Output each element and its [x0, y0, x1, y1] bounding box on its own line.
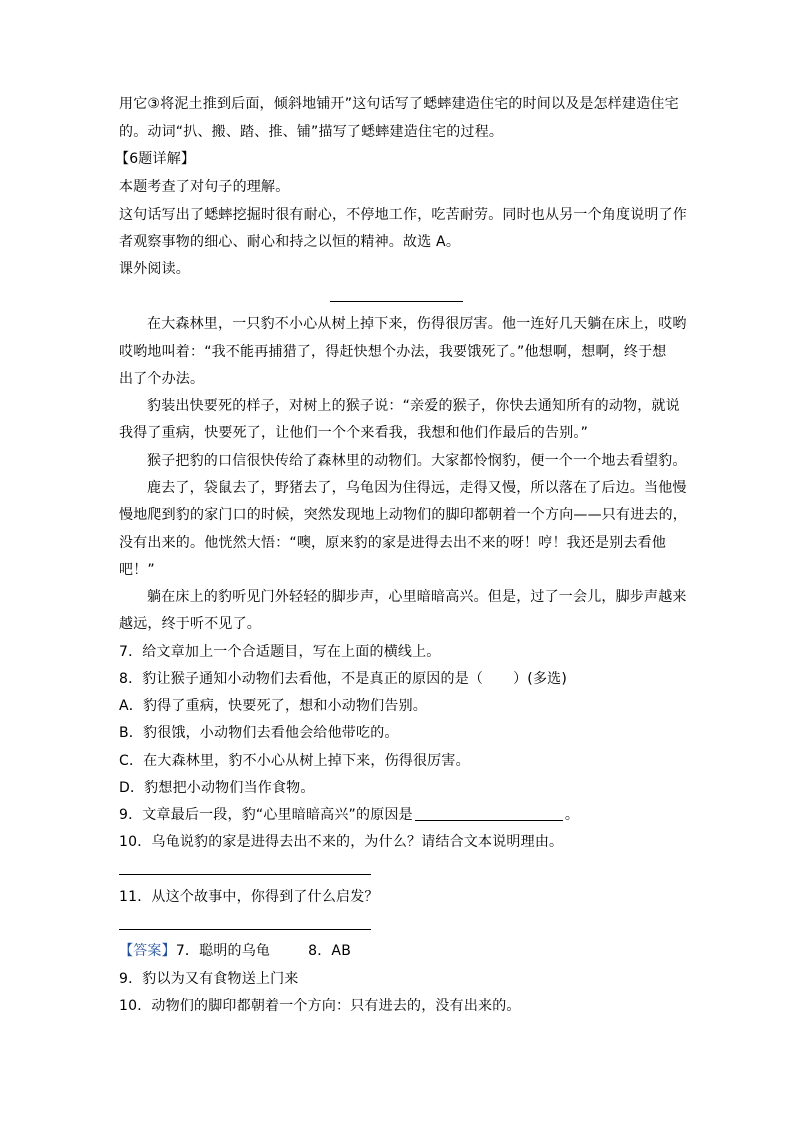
story-line: 鹿去了，袋鼠去了，野猪去了，乌龟因为住得远，走得又慢，所以落在了后边。当他慢	[147, 480, 687, 496]
text-line: 这句话写出了蟋蟀挖掘时很有耐心，不停地工作，吃苦耐劳。同时也从另一个角度说明了作	[119, 207, 687, 223]
text-line: 本题考查了对句子的理解。	[119, 179, 290, 195]
option-b: B．豹很饿，小动物们去看他会给他带吃的。	[119, 725, 399, 741]
story-line: 猴子把豹的口信很快传给了森林里的动物们。大家都怜悯豹，便一个一个地去看望豹。	[147, 453, 687, 469]
story-line: 越远，终于听不见了。	[119, 616, 261, 632]
option-c: C．在大森林里，豹不小心从树上掉下来，伤得很厉害。	[119, 753, 470, 769]
answer-line	[119, 929, 371, 930]
story-line: 没有出来的。他恍然大悟：“噢，原来豹的家是进得去出不来的呀！哼！我还是别去看他	[119, 535, 667, 551]
question-10: 10．乌龟说豹的家是进得去出不来的，为什么？请结合文本说明理由。	[119, 834, 564, 850]
story-line: 出了个办法。	[119, 371, 205, 387]
question-9-suffix: 。	[564, 807, 580, 823]
story-line: 我得了重病，快要死了，让他们一个个来看我，我想和他们作最后的告别。”	[119, 425, 589, 441]
story-line: 吧！”	[119, 562, 155, 578]
title-blank-line	[330, 301, 463, 302]
story-line: 哎哟地叫着：“我不能再捕猎了，得赶快想个办法，我要饿死了。”他想啊，想啊，终于想	[119, 344, 667, 360]
story-line: 慢地爬到豹的家门口的时候，突然发现地上动物们的脚印都朝着一个方向——只有进去的，	[119, 507, 687, 523]
question-8-suffix: ）(多选)	[513, 671, 568, 687]
story-line: 豹装出快要死的样子，对树上的猴子说：“亲爱的猴子，你快去通知所有的动物，就说	[147, 398, 680, 414]
question-8-text: 8．豹让猴子通知小动物们去看他，不是真正的原因的是（	[119, 671, 484, 687]
text-line: 课外阅读。	[119, 261, 190, 277]
question-9-text: 9．文章最后一段，豹“心里暗暗高兴”的原因是	[119, 807, 413, 823]
option-a: A．豹得了重病，快要死了，想和小动物们告别。	[119, 698, 427, 714]
question-11: 11．从这个故事中，你得到了什么启发？	[119, 889, 379, 905]
text-line: 用它③将泥土推到后面，倾斜地铺开”这句话写了蟋蟀建造住宅的时间以及是怎样建造住宅	[119, 96, 679, 112]
text-line: 者观察事物的细心、耐心和持之以恒的精神。故选 A。	[119, 234, 461, 250]
answer-9: 9．豹以为又有食物送上门来	[119, 971, 299, 987]
answer-8: 8．AB	[308, 943, 352, 959]
section-heading: 【6题详解】	[115, 151, 196, 167]
answer-blank	[415, 806, 563, 821]
answer-10: 10．动物们的脚印都朝着一个方向：只有进去的，没有出来的。	[119, 998, 521, 1014]
question-7: 7．给文章加上一个合适题目，写在上面的横线上。	[119, 644, 441, 660]
answer-line	[119, 874, 371, 875]
story-line: 躺在床上的豹听见门外轻轻的脚步声，心里暗暗高兴。但是，过了一会儿，脚步声越来	[147, 589, 687, 605]
option-d: D．豹想把小动物们当作食物。	[119, 780, 315, 796]
text-line: 的。动词“扒、搬、踏、推、铺”描写了蟋蟀建造住宅的过程。	[119, 124, 504, 140]
question-9	[119, 806, 579, 824]
answer-row	[119, 942, 351, 960]
story-line: 在大森林里，一只豹不小心从树上掉下来，伤得很厉害。他一连好几天躺在床上，哎哟	[147, 316, 687, 332]
answer-tag: 【答案】	[119, 943, 176, 959]
question-8	[119, 670, 567, 688]
answer-7: 7．聪明的乌龟	[175, 943, 271, 959]
